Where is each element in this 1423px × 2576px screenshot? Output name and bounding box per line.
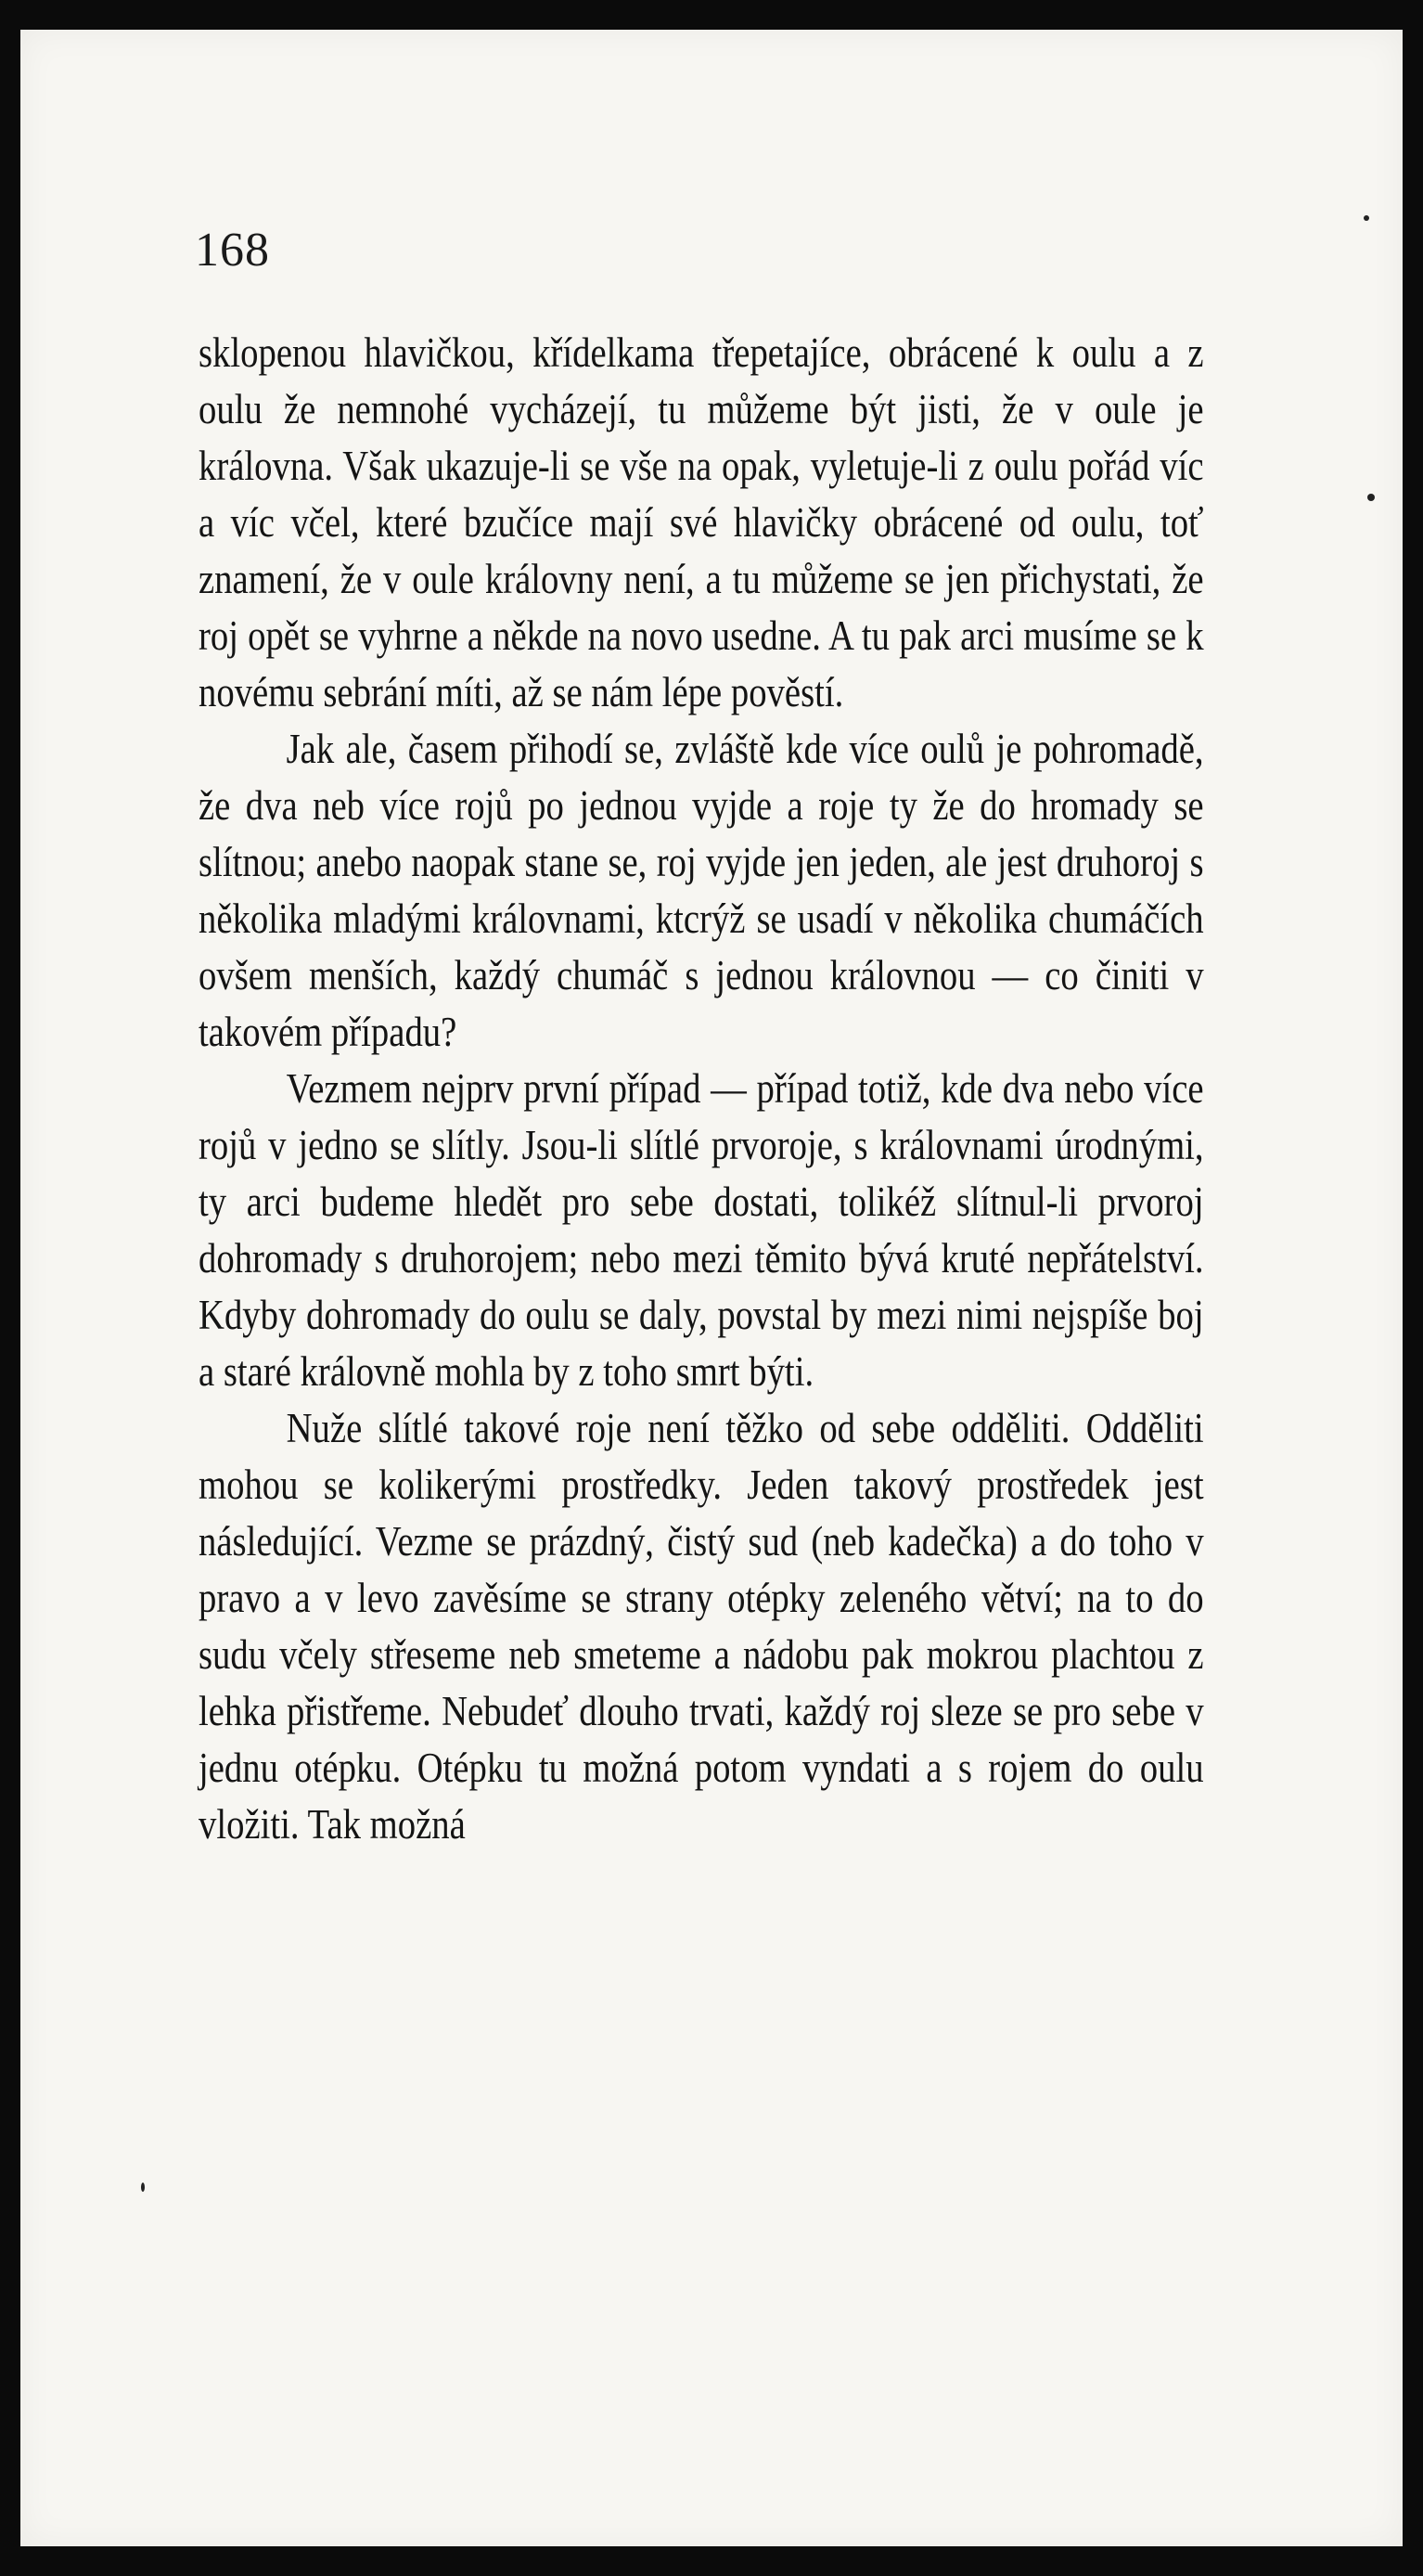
page-number: 168 [195,224,270,277]
paragraph: Jak ale, časem přihodí se, zvláště kde více oulů je pohromadě, že dva neb více rojů po jednou vyjde a roje ty že do hromady se slítnou; anebo naopak stane se, roj vyjde jen jeden, ale jest druhoroj s několika mladými královnami, ktcrýž se usadí v několika chumáčích ovšem menších, každý chumáč s jednou královnou — co činiti v takovém případu? [199,726,1204,1055]
dust-speck [1367,494,1375,501]
book-page [20,30,1403,2546]
paragraph: Vezmem nejprv první případ — případ totiž, kde dva nebo více rojů v jedno se slítly. Jsou-li slítlé prvoroje, s královnami úrodnými, ty arci budeme hledět pro sebe dostati, tolikéž slítnul-li prvoroj dohromady s druhorojem; nebo mezi těmito bývá kruté nepřátelství. Kdyby dohromady do oulu se daly, povstal by mezi nimi nejspíše boj a staré královně mohla by z toho smrt býti. [199,1065,1204,1395]
dust-speck [141,2183,145,2192]
dust-speck [1364,215,1369,221]
paragraph: Nuže slítlé takové roje není těžko od sebe odděliti. Odděliti mohou se kolikerými prostředky. Jeden takový prostředek jest následující. Vezme se prázdný, čistý sud (neb kadečka) a do toho v pravo a v levo zavěsíme se strany otépky zeleného větví; na to do sudu včely střeseme neb smeteme a nádobu pak mokrou plachtou z lehka přistřeme. Nebudeť dlouho trvati, každý roj sleze se pro sebe v jednu otépku. Otépku tu možná potom vyndati a s rojem do oulu vložiti. Tak možná [199,1405,1204,1848]
body-text [199,325,1204,1853]
paragraph-continued: sklopenou hlavičkou, křídelkama třepetajíce, obrácené k oulu a z oulu že nemnohé vycházejí, tu můžeme být jisti, že v oule je královna. Však ukazuje-li se vše na opak, vyletuje-li z oulu pořád víc a víc včel, které bzučíce mají své hlavičky obrácené od oulu, toť znamení, že v oule královny není, a tu můžeme se jen přichystati, že roj opět se vyhrne a někde na novo usedne. A tu pak arci musíme se k novému sebrání míti, až se nám lépe pověstí. [199,329,1204,715]
